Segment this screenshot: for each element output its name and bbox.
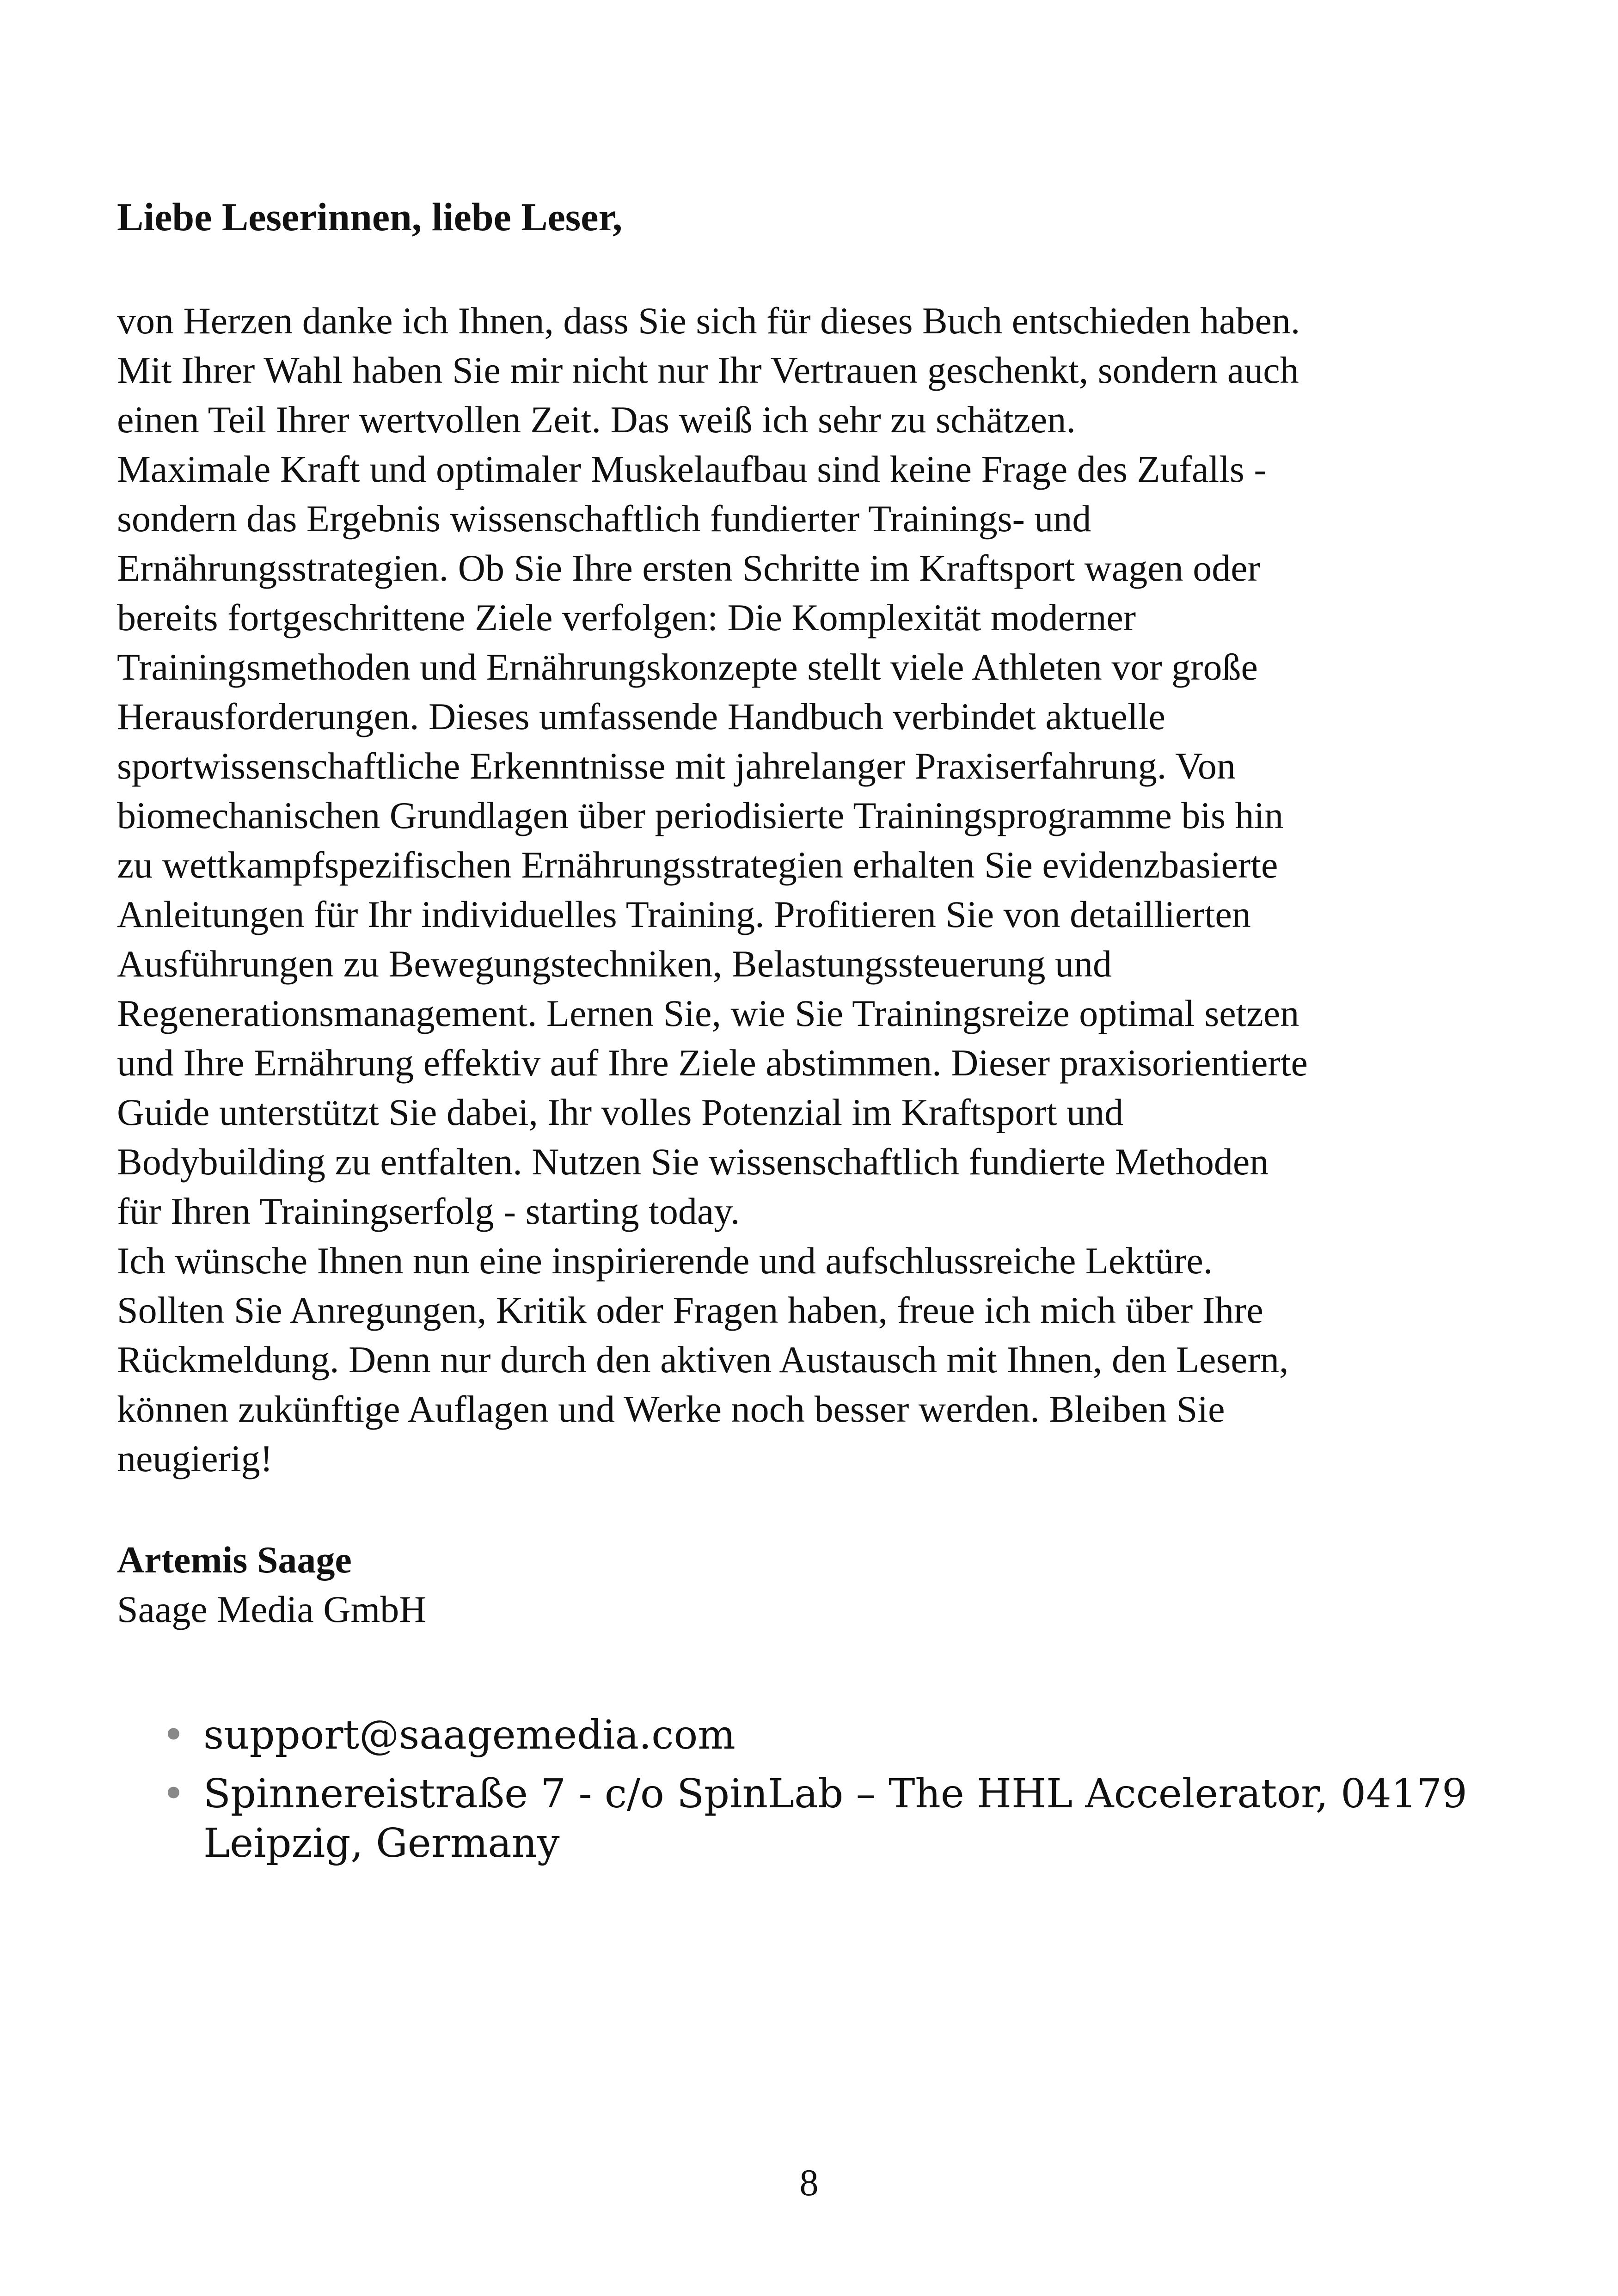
body-line: Anleitungen für Ihr individuelles Training. Profitieren Sie von detaillierten [117,893,1251,935]
body-line: Bodybuilding zu entfalten. Nutzen Sie wissenschaftlich fundierte Methoden [117,1141,1269,1183]
contact-list [162,1711,1467,1878]
body-line: von Herzen danke ich Ihnen, dass Sie sich für dieses Buch entschieden haben. [117,300,1300,342]
body-line: sportwissenschaftliche Erkenntnisse mit jahrelanger Praxiserfahrung. Von [117,745,1236,787]
letter-body [117,296,1527,1483]
body-line: Trainingsmethoden und Ernährungskonzepte stellt viele Athleten vor große [117,646,1258,688]
author-name: Artemis Saage [117,1539,352,1581]
body-line: Ich wünsche Ihnen nun eine inspirierende und aufschlussreiche Lektüre. [117,1240,1213,1282]
body-line: Ernährungsstrategien. Ob Sie Ihre ersten Schritte im Kraftsport wagen oder [117,547,1260,589]
body-line: für Ihren Trainingserfolg - starting today. [117,1190,740,1232]
page-number: 8 [799,2161,819,2204]
body-line: sondern das Ergebnis wissenschaftlich fundierter Trainings- und [117,497,1091,540]
contact-address-item [162,1769,1467,1868]
signature-block [117,1535,427,1634]
company-name: Saage Media GmbH [117,1588,427,1630]
body-line: neugierig! [117,1437,273,1480]
body-line: Mit Ihrer Wahl haben Sie mir nicht nur Ihr Vertrauen geschenkt, sondern auch [117,349,1299,391]
body-line: können zukünftige Auflagen und Werke noch besser werden. Bleiben Sie [117,1388,1225,1430]
body-line: Sollten Sie Anregungen, Kritik oder Fragen haben, freue ich mich über Ihre [117,1289,1263,1331]
body-line: biomechanischen Grundlagen über periodisierte Trainingsprogramme bis hin [117,794,1284,836]
body-line: Herausforderungen. Dieses umfassende Handbuch verbindet aktuelle [117,695,1165,737]
bullet-icon: • [162,1771,185,1817]
body-line: Regenerationsmanagement. Lernen Sie, wie Sie Trainingsreize optimal setzen [117,992,1299,1034]
body-line: Ausführungen zu Bewegungstechniken, Belastungssteuerung und [117,943,1112,985]
contact-address-line: Spinnereistraße 7 - c/o SpinLab – The HHL Accelerator, 04179 [203,1771,1467,1817]
contact-address-line: Leipzig, Germany [203,1820,560,1866]
body-line: Rückmeldung. Denn nur durch den aktiven Austausch mit Ihnen, den Lesern, [117,1338,1289,1381]
body-line: bereits fortgeschrittene Ziele verfolgen: Die Komplexität moderner [117,596,1136,638]
contact-email[interactable]: support@saagemedia.com [203,1712,735,1758]
greeting-heading: Liebe Leserinnen, liebe Leser, [117,195,623,239]
body-line: einen Teil Ihrer wertvollen Zeit. Das weiß ich sehr zu schätzen. [117,399,1076,441]
body-line: Maximale Kraft und optimaler Muskelaufbau sind keine Frage des Zufalls - [117,448,1267,490]
body-line: und Ihre Ernährung effektiv auf Ihre Ziele abstimmen. Dieser praxisorientierte [117,1042,1308,1084]
bullet-icon: • [162,1712,185,1758]
body-line: Guide unterstützt Sie dabei, Ihr volles Potenzial im Kraftsport und [117,1091,1124,1133]
body-line: zu wettkampfspezifischen Ernährungsstrategien erhalten Sie evidenzbasierte [117,844,1278,886]
contact-email-item [162,1711,1467,1760]
